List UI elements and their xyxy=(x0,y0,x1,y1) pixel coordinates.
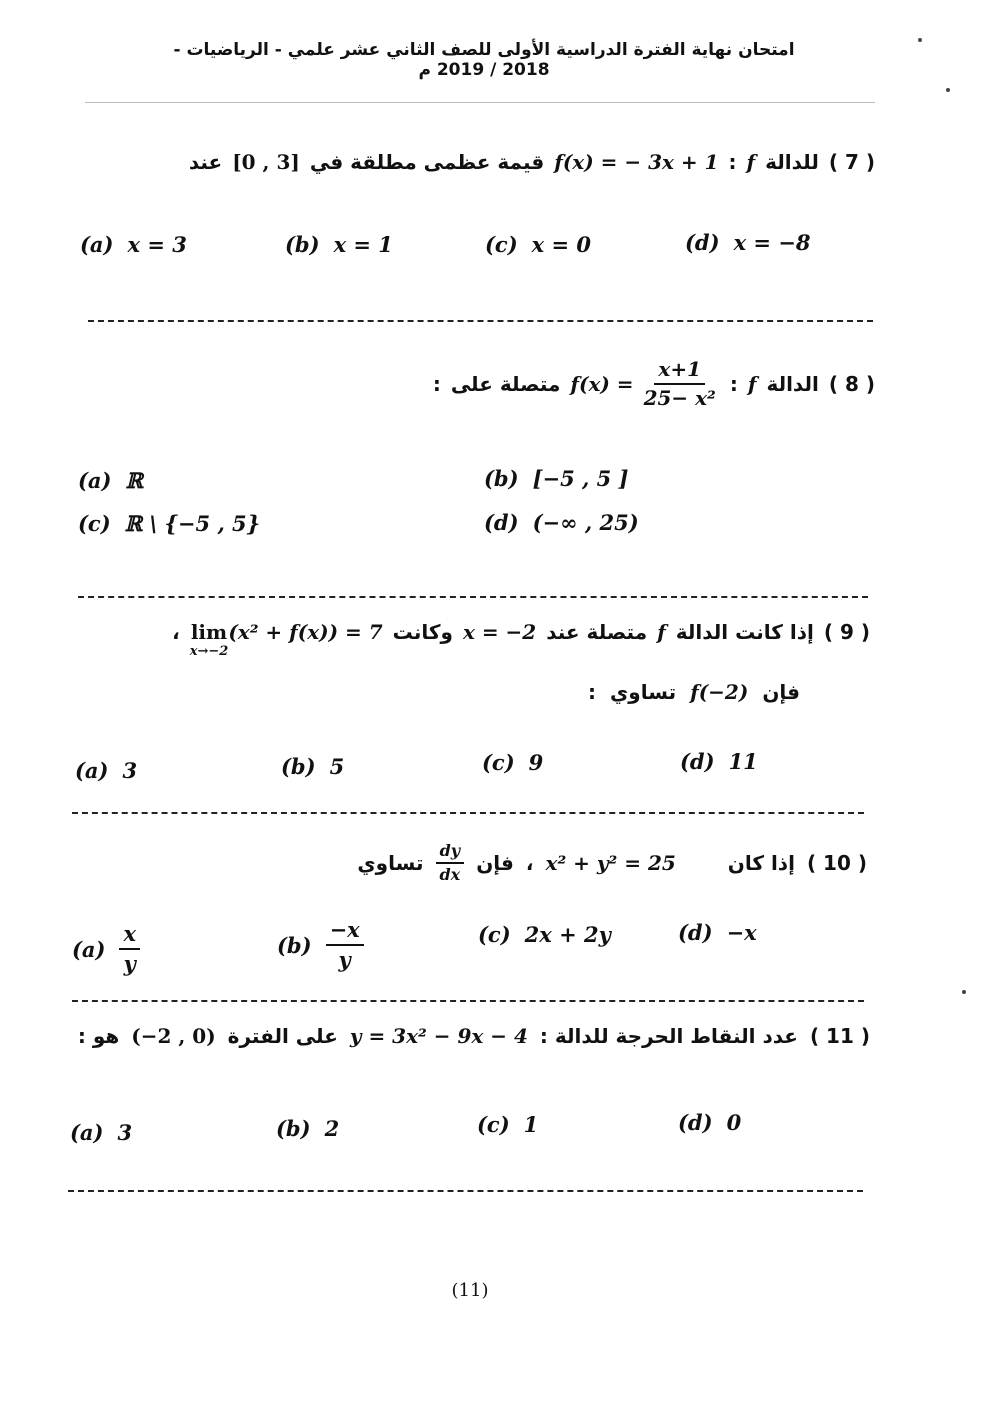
scan-speck xyxy=(946,88,950,92)
comma: ، xyxy=(172,620,180,644)
question-text: متصلة عند xyxy=(546,620,648,644)
question-8 xyxy=(390,352,875,416)
option-a[interactable]: (a) ℝ xyxy=(78,468,143,493)
function-expression: y = 3x² − 9x − 4 xyxy=(349,1024,528,1048)
scan-speck xyxy=(962,990,966,994)
question-number: ( 10 ) xyxy=(806,851,867,875)
separator-line xyxy=(88,320,873,322)
colon: : xyxy=(587,680,596,704)
question-number: ( 7 ) xyxy=(828,150,875,174)
option-a[interactable]: (a) $\frac{x}{y}$ xyxy=(72,922,140,976)
question-text: إذا كانت الدالة xyxy=(675,620,814,644)
function-name: f xyxy=(657,620,666,644)
option-b[interactable]: (b) x = 1 xyxy=(285,232,393,257)
question-7 xyxy=(185,150,875,186)
question-text: هو : xyxy=(77,1024,120,1048)
question-number: ( 9 ) xyxy=(823,620,870,644)
page-number: (11) xyxy=(451,1280,489,1301)
question-text: فإن xyxy=(762,680,800,704)
option-d[interactable]: (d) −x xyxy=(678,920,757,945)
question-10 xyxy=(345,836,867,890)
question-number: ( 8 ) xyxy=(828,372,875,396)
question-text: وكانت xyxy=(392,620,453,644)
option-c[interactable]: (c) x = 0 xyxy=(485,232,592,257)
option-d[interactable]: (d) 11 xyxy=(680,749,758,774)
option-b[interactable]: (b) 5 xyxy=(281,754,345,779)
function-expression: f(x) = $\frac{x+1}{\text{25− x²}}$ xyxy=(570,358,719,410)
question-9 xyxy=(110,620,870,674)
colon: : xyxy=(728,150,737,174)
function-value: f(−2) xyxy=(690,680,749,704)
option-c[interactable]: (c) 2x + 2y xyxy=(478,922,611,947)
question-text: تساوي xyxy=(609,680,677,704)
question-text: الدالة xyxy=(766,372,819,396)
scan-speck xyxy=(918,38,922,42)
option-b[interactable]: (b) 2 xyxy=(276,1116,340,1141)
limit-expression: lim x→−2 (x² + f(x)) = 7 xyxy=(189,620,383,659)
question-text: على الفترة xyxy=(227,1024,338,1048)
option-d[interactable]: (d) (−∞ , 25) xyxy=(484,510,639,535)
question-text: عند xyxy=(188,150,223,174)
option-a[interactable]: (a) 3 xyxy=(75,758,138,783)
fraction: $\frac{x+1}{\text{25− x²}}$ xyxy=(643,357,716,410)
question-text: فإن xyxy=(476,851,514,875)
header-divider xyxy=(85,102,875,103)
option-a[interactable]: (a) 3 xyxy=(70,1120,133,1145)
question-11 xyxy=(77,1024,870,1060)
page-header-title: امتحان نهاية الفترة الدراسية الأولى للصف الثاني عشر علمي - الرياضيات - 2018 / 2019 م xyxy=(173,40,795,80)
option-a[interactable]: (a) x = 3 xyxy=(80,232,187,257)
limit-word: lim xyxy=(190,620,228,644)
separator-line xyxy=(78,596,868,598)
question-text: للدالة xyxy=(765,150,819,174)
option-c[interactable]: (c) ℝ \ {−5 , 5} xyxy=(78,511,261,536)
option-c[interactable]: (c) 9 xyxy=(482,750,544,775)
separator-line xyxy=(72,1000,864,1002)
option-c[interactable]: (c) 1 xyxy=(477,1112,539,1137)
separator-line xyxy=(68,1190,863,1192)
colon: : xyxy=(729,372,738,396)
colon: : xyxy=(432,372,441,396)
function-name: f xyxy=(747,372,757,396)
option-d[interactable]: (d) x = −8 xyxy=(685,230,811,255)
interval: (−2 , 0) xyxy=(131,1024,216,1048)
question-number: ( 11 ) xyxy=(809,1024,870,1048)
comma: ، xyxy=(525,851,534,875)
limit-subscript: x→−2 xyxy=(189,644,229,659)
question-text: متصلة على xyxy=(450,372,561,396)
point-expression: x = −2 xyxy=(462,620,537,644)
question-9-line-2 xyxy=(540,680,800,710)
question-text: عدد النقاط الحرجة للدالة : xyxy=(539,1024,798,1048)
question-text: إذا كان xyxy=(727,851,795,875)
option-d[interactable]: (d) 0 xyxy=(678,1110,742,1135)
option-b[interactable]: (b) [−5 , 5 ] xyxy=(484,466,629,491)
interval: [0 , 3] xyxy=(232,150,300,174)
function-name: f xyxy=(746,150,756,174)
separator-line xyxy=(72,812,864,814)
question-text: قيمة عظمى مطلقة في xyxy=(309,150,545,174)
question-text: تساوي xyxy=(357,851,424,875)
option-b[interactable]: (b) $\frac{-x}{y}$ xyxy=(277,918,364,972)
derivative-fraction: $\frac{dy}{dx}$ xyxy=(435,842,464,885)
function-expression: f(x) = − 3x + 1 xyxy=(554,150,719,174)
equation: x² + y² = 25 xyxy=(545,851,676,875)
